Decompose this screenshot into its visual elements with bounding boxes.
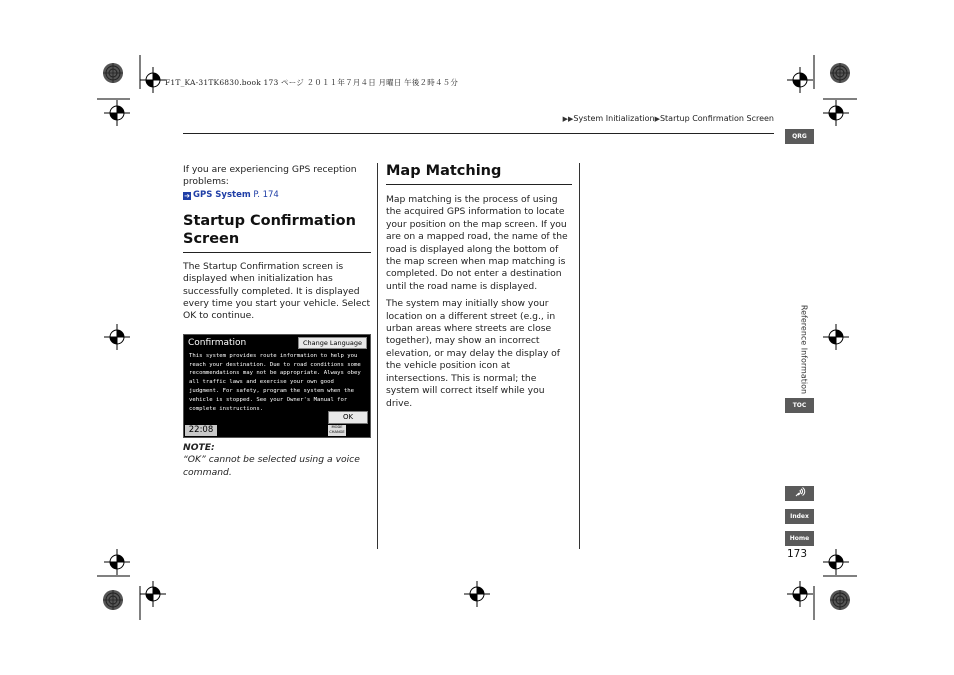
toc-button[interactable]: TOC	[785, 398, 814, 413]
home-button[interactable]: Home	[785, 531, 814, 546]
left-column	[183, 164, 371, 479]
column-divider-left	[377, 163, 378, 549]
note-text: “OK” cannot be selected using a voice command.	[183, 454, 360, 478]
mode-change-line-1: MODE	[331, 424, 343, 429]
startup-body-ok: OK	[183, 310, 197, 322]
mode-change-line-2: CHANGE	[329, 429, 345, 434]
header-rule	[183, 133, 774, 134]
screen-title: Confirmation	[188, 337, 247, 348]
note-block	[183, 442, 371, 479]
gps-system-link-label: GPS System	[193, 189, 251, 200]
section-title-rule	[183, 252, 371, 253]
startup-body-pre: The Startup Confirmation screen is displayed when initialization has successfully completed. It is displayed every time you start your vehicle. Select	[183, 260, 371, 310]
gps-intro-text: If you are experiencing GPS reception problems:	[183, 164, 357, 188]
gps-system-link[interactable]	[183, 190, 371, 200]
breadcrumb-arrow-icon: ▶▶	[562, 115, 574, 123]
screen-clock: 22:08	[185, 425, 217, 436]
voice-command-icon	[794, 486, 806, 498]
startup-body-post: to continue.	[196, 310, 255, 322]
gps-system-link-page: P. 174	[253, 189, 279, 200]
qrg-button[interactable]: QRG	[785, 129, 814, 144]
section-tab-reference-information: Reference Information	[799, 304, 809, 395]
voice-command-button[interactable]	[785, 486, 814, 501]
map-matching-para-1: Map matching is the process of using the acquired GPS information to locate your position on the map screen. If you are on a mapped road, the name of the road is displayed along the bottom of the map screen when map matching is completed. Do not enter a destination until the road name is displayed.	[386, 194, 568, 292]
section-title-startup-confirmation: Startup Confirmation Screen	[183, 212, 356, 247]
map-matching-para-2: The system may initially show your location on a different street (e.g., in urban areas where streets are close together), may show an incorrect elevation, or may delay the display of the vehicle position icon at intersections. This is normal; the system will correct itself while you drive.	[386, 298, 561, 409]
change-language-button: Change Language	[298, 337, 367, 349]
file-code-header: F1T_KA-31TK6830.book 173 ページ ２０１１年７月４日 月曜日 午後２時４５分	[165, 78, 459, 87]
breadcrumb-item-system-initialization[interactable]: System Initialization	[573, 114, 655, 123]
screen-disclaimer-text: This system provides route information to help you reach your destination. Due to road conditions some recommendations may not be appropriate. Always obey all traffic laws and exercise your own good judgment. For safety, program the system when the vehicle is stopped. See your Owner's Manual for complete instructions.	[189, 352, 361, 412]
column-divider-right	[579, 163, 580, 549]
index-button[interactable]: Index	[785, 509, 814, 524]
breadcrumb-item-startup-confirmation: Startup Confirmation Screen	[659, 114, 774, 123]
mode-change-button	[328, 425, 346, 436]
breadcrumb	[563, 114, 774, 123]
section-title-map-matching: Map Matching	[386, 163, 502, 179]
startup-confirmation-body	[183, 261, 371, 323]
map-matching-title-rule	[386, 184, 572, 185]
breadcrumb-arrow-icon: ▶	[654, 115, 660, 123]
note-label: NOTE:	[183, 441, 215, 453]
confirmation-screen-image	[183, 334, 371, 438]
screen-ok-button: OK	[328, 411, 368, 424]
link-arrow-icon: ➔	[184, 191, 190, 200]
page-number: 173	[787, 548, 808, 560]
middle-column	[386, 162, 572, 410]
